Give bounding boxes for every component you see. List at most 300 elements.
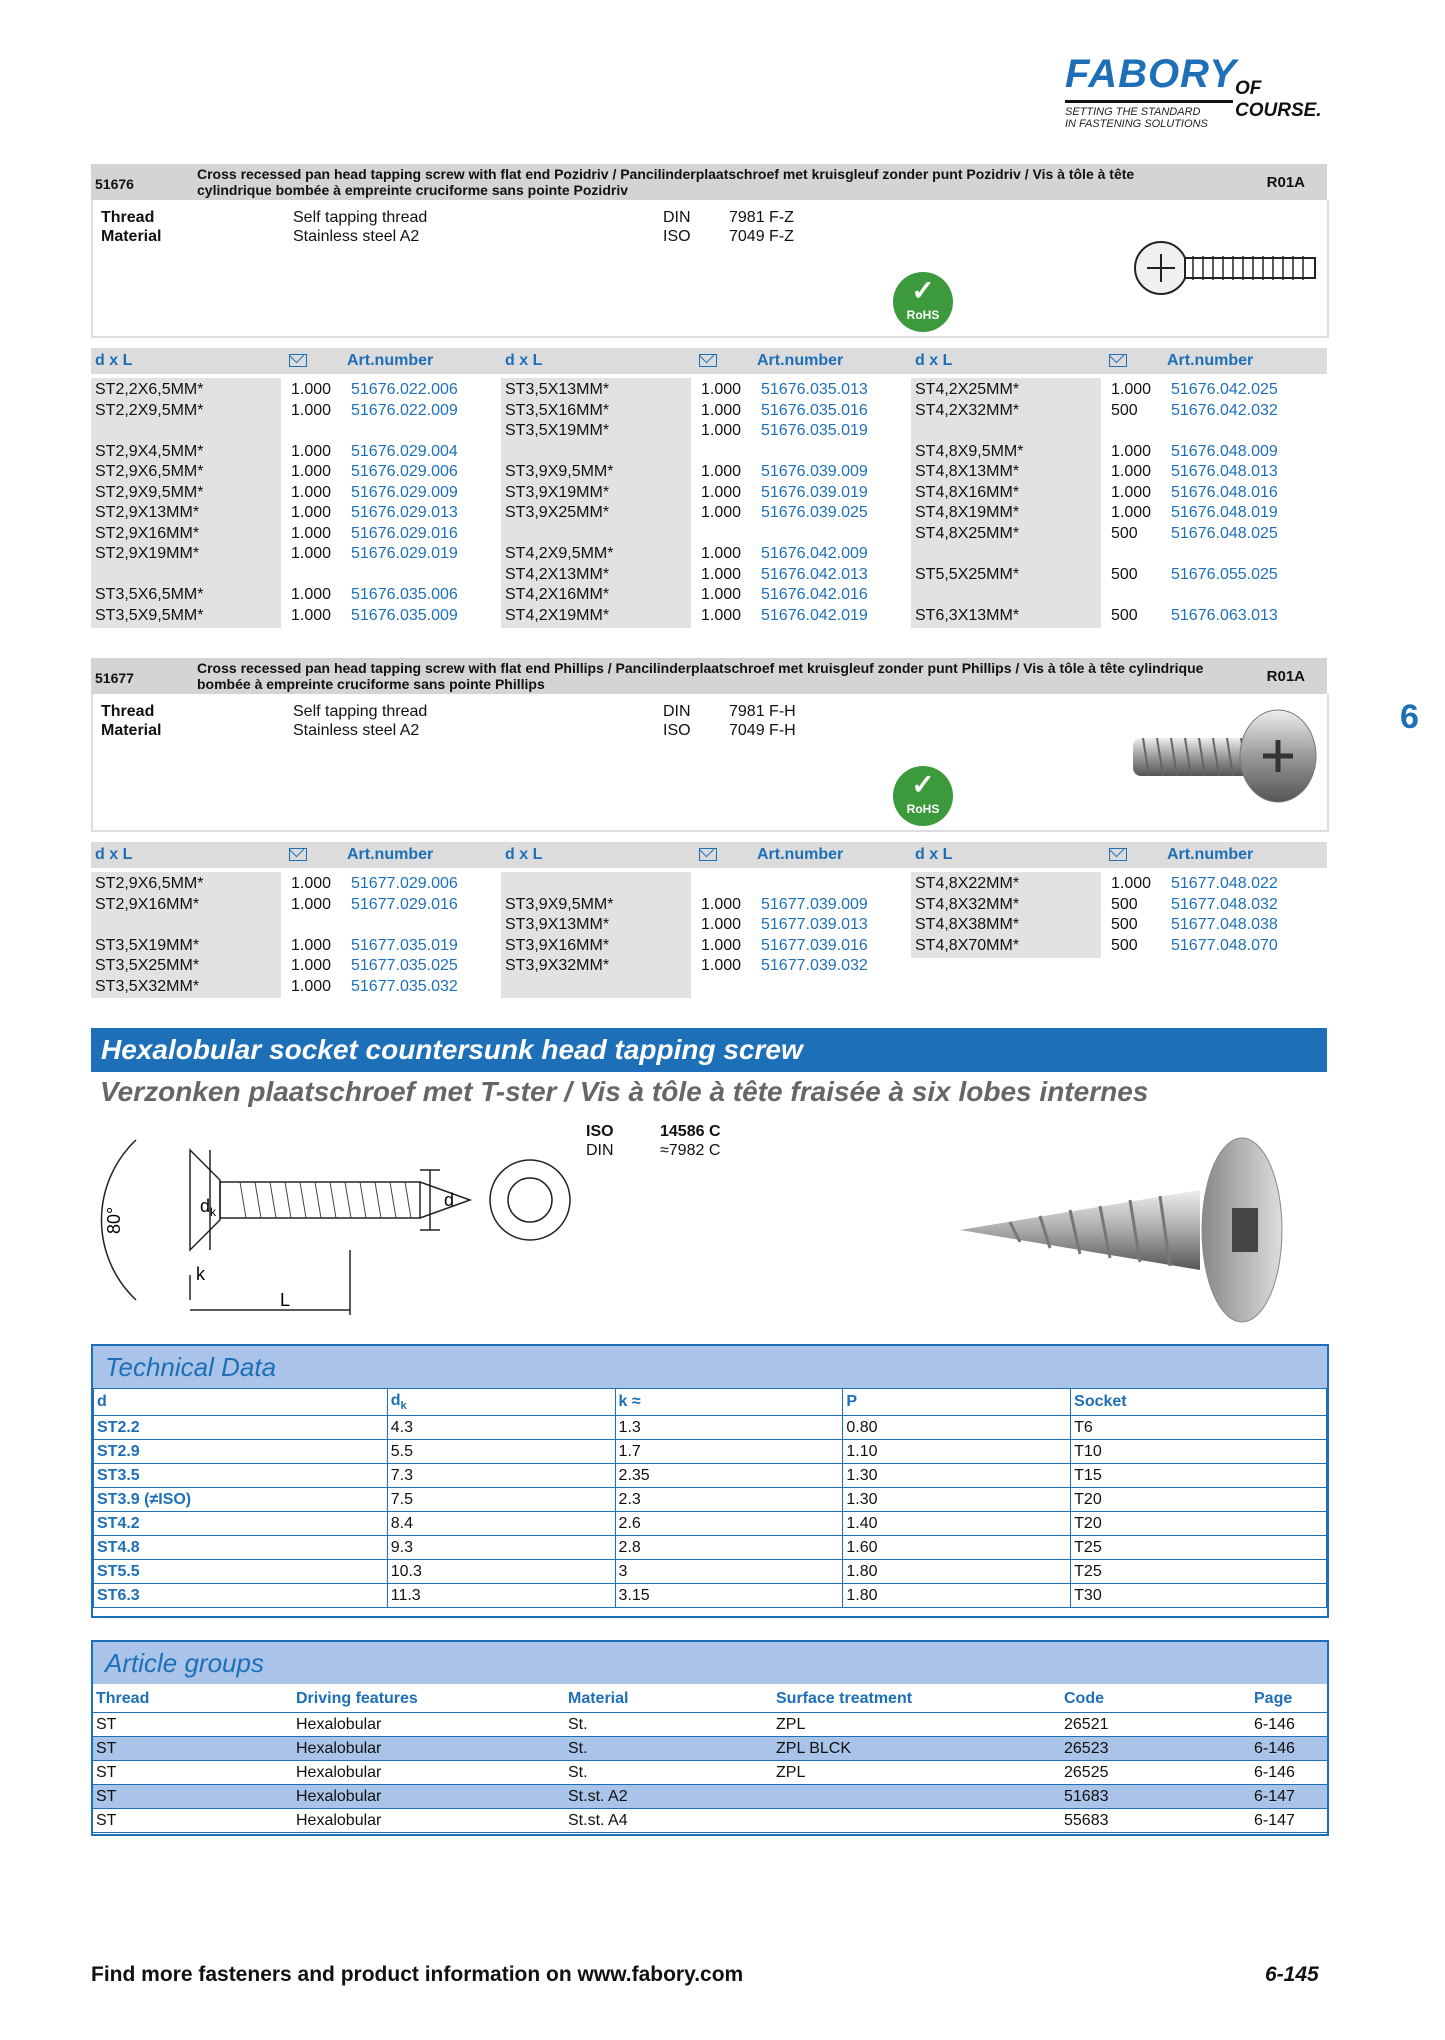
column-header: Material <box>565 1686 773 1713</box>
column-header: Socket <box>1071 1389 1327 1416</box>
article-number-link[interactable]: 51676.048.013 <box>1171 463 1278 480</box>
column-header: Thread <box>93 1686 293 1713</box>
table-cell: T15 <box>1071 1464 1327 1488</box>
col-art-2: Art.number <box>757 846 844 863</box>
article-size: ST3,5X16MM* <box>505 401 610 419</box>
article-number-link[interactable]: 51677.035.032 <box>351 977 458 995</box>
col-art-3: Art.number <box>1167 352 1254 369</box>
technical-drawing <box>90 1120 610 1320</box>
standard-din-label: DIN <box>663 703 691 720</box>
article-size: ST4,8X38MM* <box>915 916 1020 933</box>
table-cell: 6-147 <box>1251 1785 1327 1809</box>
table-cell: Hexalobular <box>293 1737 565 1761</box>
article-size: ST6,3X13MM* <box>915 606 1020 624</box>
article-number-link[interactable]: 51676.035.016 <box>761 401 868 419</box>
material-label: Material <box>101 228 162 245</box>
article-number-link[interactable]: 51677.029.016 <box>351 895 458 913</box>
article-number-link[interactable]: 51677.039.016 <box>761 936 868 954</box>
article-size: ST4,2X16MM* <box>505 586 610 603</box>
table-cell: 51683 <box>1061 1785 1251 1809</box>
article-number-link[interactable]: 51677.039.032 <box>761 957 868 974</box>
article-size: ST4,2X25MM* <box>915 381 1020 398</box>
article-size: ST2,9X16MM* <box>95 524 200 542</box>
article-size: ST3,9X9,5MM* <box>505 463 614 480</box>
product-header-51676 <box>91 164 1327 200</box>
standard-din-value: 7981 F-Z <box>729 209 794 226</box>
column-header: k ≈ <box>615 1389 843 1416</box>
article-number-link[interactable]: 51676.039.009 <box>761 463 868 480</box>
table-cell <box>773 1809 1061 1833</box>
article-quantity: 500 <box>1111 524 1138 542</box>
article-size: ST4,8X16MM* <box>915 483 1020 501</box>
article-quantity: 1.000 <box>291 381 332 398</box>
table-cell: ST4.2 <box>94 1512 388 1536</box>
table-cell: 3.15 <box>615 1584 843 1608</box>
logo-wordmark: FABORY <box>1065 52 1237 96</box>
table-cell: ST2.2 <box>94 1416 388 1440</box>
article-quantity: 1.000 <box>1111 504 1152 521</box>
col-dxl-2: d x L <box>505 846 543 863</box>
article-number-link[interactable]: 51676.042.019 <box>761 606 868 624</box>
material-value: Stainless steel A2 <box>293 722 420 739</box>
article-quantity: 1.000 <box>701 916 742 933</box>
table-cell: 1.3 <box>615 1416 843 1440</box>
fabory-logo <box>1063 52 1353 142</box>
table-cell: 1.30 <box>843 1464 1071 1488</box>
article-quantity: 1.000 <box>701 504 742 521</box>
section-title: Hexalobular socket countersunk head tapping screw <box>101 1034 803 1065</box>
article-number-link[interactable]: 51676.029.004 <box>351 442 458 460</box>
table-row <box>94 1560 1327 1584</box>
article-quantity: 1.000 <box>701 401 742 419</box>
column-header: Page <box>1251 1686 1327 1713</box>
table-row <box>94 1512 1327 1536</box>
article-column <box>501 872 868 998</box>
article-size: ST4,8X19MM* <box>915 504 1020 521</box>
article-number-link[interactable]: 51676.042.032 <box>1171 401 1278 419</box>
article-quantity: 1.000 <box>1111 442 1152 460</box>
article-quantity: 500 <box>1111 895 1138 913</box>
table-cell: 1.80 <box>843 1560 1071 1584</box>
article-quantity: 1.000 <box>291 545 332 562</box>
article-size: ST3,5X13MM* <box>505 381 610 398</box>
article-quantity: 1.000 <box>701 957 742 974</box>
article-quantity: 1.000 <box>291 936 332 954</box>
article-quantity: 1.000 <box>291 442 332 460</box>
thread-label: Thread <box>101 209 155 226</box>
article-number-link[interactable]: 51676.055.025 <box>1171 565 1278 583</box>
article-quantity: 1.000 <box>291 875 332 892</box>
iso-value: 14586 C <box>660 1123 721 1140</box>
column-header: $d_k$ <box>387 1389 615 1416</box>
article-quantity: 1.000 <box>1111 483 1152 501</box>
table-cell: 6-147 <box>1251 1809 1327 1833</box>
table-cell: St.st. A2 <box>565 1785 773 1809</box>
table-row <box>94 1440 1327 1464</box>
table-cell: 0.80 <box>843 1416 1071 1440</box>
mail-icon <box>289 848 307 861</box>
article-quantity: 1.000 <box>291 586 332 603</box>
article-column <box>91 378 458 628</box>
technical-data-panel <box>91 1344 1329 1618</box>
article-quantity: 1.000 <box>701 586 742 603</box>
article-size: ST3,5X32MM* <box>95 977 200 995</box>
article-quantity: 1.000 <box>701 565 742 583</box>
article-size: ST3,9X25MM* <box>505 504 610 521</box>
product-header-51677 <box>91 658 1327 694</box>
article-size: ST2,9X6,5MM* <box>95 875 204 892</box>
article-size: ST4,8X22MM* <box>915 875 1020 892</box>
article-number-link[interactable]: 51677.039.013 <box>761 916 868 933</box>
table-cell: 2.8 <box>615 1536 843 1560</box>
table-cell: St. <box>565 1713 773 1737</box>
table-cell: 1.10 <box>843 1440 1071 1464</box>
article-number-link[interactable]: 51676.042.025 <box>1171 381 1278 398</box>
table-cell: ZPL <box>773 1761 1061 1785</box>
article-number-link[interactable]: 51677.035.019 <box>351 936 458 954</box>
article-columns-header <box>91 348 1327 374</box>
table-cell: ST4.8 <box>94 1536 388 1560</box>
article-number-link[interactable]: 51677.048.022 <box>1171 875 1278 892</box>
column-header: P <box>843 1389 1071 1416</box>
col-dxl-1: d x L <box>95 352 133 369</box>
column-header: d <box>94 1389 388 1416</box>
article-quantity: 1.000 <box>1111 381 1152 398</box>
column-header: Driving features <box>293 1686 565 1713</box>
table-row <box>94 1464 1327 1488</box>
article-size: ST2,9X19MM* <box>95 545 200 562</box>
table-cell: ST3.5 <box>94 1464 388 1488</box>
article-columns-header <box>91 842 1327 868</box>
article-size: ST2,9X16MM* <box>95 895 200 913</box>
table-cell: Hexalobular <box>293 1761 565 1785</box>
article-number-link[interactable]: 51676.048.019 <box>1171 504 1278 521</box>
table-cell: 1.60 <box>843 1536 1071 1560</box>
article-quantity: 1.000 <box>701 463 742 480</box>
article-quantity: 1.000 <box>1111 875 1152 892</box>
table-cell: 9.3 <box>387 1536 615 1560</box>
article-number-link[interactable]: 51676.029.016 <box>351 524 458 542</box>
table-cell: T20 <box>1071 1512 1327 1536</box>
table-cell: Hexalobular <box>293 1785 565 1809</box>
table-cell: 10.3 <box>387 1560 615 1584</box>
article-groups-table <box>93 1686 1327 1833</box>
standard-din-label: DIN <box>663 209 691 226</box>
dk-label: $d_k$ <box>200 1196 217 1219</box>
article-size: ST3,9X19MM* <box>505 483 610 501</box>
section-subtitle: Verzonken plaatschroef met T-ster / Vis à tôle à tête fraisée à six lobes internes <box>100 1076 1149 1107</box>
article-quantity: 500 <box>1111 401 1138 419</box>
article-number-link[interactable]: 51676.035.006 <box>351 586 458 603</box>
col-dxl-2: d x L <box>505 352 543 369</box>
section-number-tab: 6 <box>1400 698 1419 736</box>
iso-label: ISO <box>586 1123 614 1140</box>
article-quantity: 1.000 <box>291 977 332 995</box>
article-number-link[interactable]: 51676.029.009 <box>351 483 458 501</box>
countersunk-torx-screw-image <box>950 1130 1330 1330</box>
article-number-link[interactable]: 51676.048.009 <box>1171 442 1278 460</box>
table-cell: Hexalobular <box>293 1809 565 1833</box>
table-cell: ST <box>93 1761 293 1785</box>
table-cell: ST6.3 <box>94 1584 388 1608</box>
article-size: ST4,8X70MM* <box>915 936 1020 954</box>
mail-icon <box>1109 848 1127 861</box>
table-cell: 2.35 <box>615 1464 843 1488</box>
table-row <box>93 1761 1327 1785</box>
table-cell: ST2.9 <box>94 1440 388 1464</box>
article-number-link[interactable]: 51677.035.025 <box>351 957 458 974</box>
table-cell: 6-146 <box>1251 1737 1327 1761</box>
article-quantity: 1.000 <box>291 957 332 974</box>
article-quantity: 500 <box>1111 565 1138 583</box>
article-size: ST3,5X6,5MM* <box>95 586 204 603</box>
table-cell: 6-146 <box>1251 1713 1327 1737</box>
article-number-link[interactable]: 51677.048.038 <box>1171 916 1278 933</box>
article-column <box>911 872 1278 958</box>
table-row <box>94 1488 1327 1512</box>
col-dxl-3: d x L <box>915 846 953 863</box>
table-cell: 26521 <box>1061 1713 1251 1737</box>
table-cell: 6-146 <box>1251 1761 1327 1785</box>
article-number-link[interactable]: 51677.048.032 <box>1171 895 1278 913</box>
article-column <box>911 378 1278 628</box>
table-cell: 26525 <box>1061 1761 1251 1785</box>
table-cell: St. <box>565 1737 773 1761</box>
logo-underline <box>1065 100 1233 103</box>
product-spec-box <box>91 694 1329 832</box>
table-cell: 3 <box>615 1560 843 1584</box>
article-number-link[interactable]: 51676.029.013 <box>351 504 458 521</box>
article-size: ST2,9X6,5MM* <box>95 463 204 480</box>
mail-icon <box>699 354 717 367</box>
article-size: ST4,8X32MM* <box>915 895 1020 913</box>
table-row <box>94 1416 1327 1440</box>
mail-icon <box>1109 354 1127 367</box>
table-row <box>93 1809 1327 1833</box>
L-label: L <box>280 1290 291 1310</box>
article-number-link[interactable]: 51677.039.009 <box>761 895 868 913</box>
technical-data-title: Technical Data <box>105 1352 277 1382</box>
product-ref: R01A <box>1266 668 1305 685</box>
table-cell: 7.5 <box>387 1488 615 1512</box>
article-quantity: 1.000 <box>1111 463 1152 480</box>
col-dxl-3: d x L <box>915 352 953 369</box>
table-cell: 1.40 <box>843 1512 1071 1536</box>
rohs-icon: ✓ RoHS <box>893 766 953 826</box>
standard-iso-value: 7049 F-Z <box>729 228 794 245</box>
article-quantity: 1.000 <box>701 483 742 501</box>
col-art-1: Art.number <box>347 352 434 369</box>
table-cell: T6 <box>1071 1416 1327 1440</box>
article-column <box>91 872 458 998</box>
table-header-row <box>93 1686 1327 1713</box>
article-number-link[interactable]: 51676.022.006 <box>351 381 458 398</box>
article-size: ST4,2X19MM* <box>505 606 610 624</box>
table-cell <box>773 1785 1061 1809</box>
table-row <box>93 1737 1327 1761</box>
table-cell: 26523 <box>1061 1737 1251 1761</box>
table-cell: T30 <box>1071 1584 1327 1608</box>
thread-label: Thread <box>101 703 155 720</box>
product-ref: R01A <box>1266 174 1305 191</box>
table-cell: St.st. A4 <box>565 1809 773 1833</box>
rohs-icon: ✓ RoHS <box>893 272 953 332</box>
table-cell: T10 <box>1071 1440 1327 1464</box>
product-code: 51677 <box>95 670 134 686</box>
article-size: ST4,2X13MM* <box>505 565 610 583</box>
material-label: Material <box>101 722 162 739</box>
article-size: ST4,2X9,5MM* <box>505 545 614 562</box>
article-number-link[interactable]: 51676.042.016 <box>761 586 868 603</box>
article-number-link[interactable]: 51676.042.009 <box>761 545 868 562</box>
article-number-link[interactable]: 51677.048.070 <box>1171 936 1278 954</box>
article-size: ST3,5X9,5MM* <box>95 606 204 624</box>
article-quantity: 1.000 <box>291 895 332 913</box>
standard-din-value: 7981 F-H <box>729 703 796 720</box>
standard-iso-label: ISO <box>663 722 691 739</box>
col-art-3: Art.number <box>1167 846 1254 863</box>
table-cell: ST3.9 (≠ISO) <box>94 1488 388 1512</box>
table-cell: ZPL BLCK <box>773 1737 1061 1761</box>
table-cell: 2.3 <box>615 1488 843 1512</box>
table-cell: 2.6 <box>615 1512 843 1536</box>
article-size: ST2,9X4,5MM* <box>95 442 204 460</box>
article-size: ST2,2X6,5MM* <box>95 381 204 398</box>
article-size: ST4,8X13MM* <box>915 463 1020 480</box>
col-art-1: Art.number <box>347 846 434 863</box>
din-label: DIN <box>586 1142 614 1159</box>
table-cell: 1.30 <box>843 1488 1071 1512</box>
article-size: ST3,9X13MM* <box>505 916 610 933</box>
article-number-link[interactable]: 51676.035.009 <box>351 606 458 624</box>
table-cell: 55683 <box>1061 1809 1251 1833</box>
article-quantity: 1.000 <box>701 545 742 562</box>
col-art-2: Art.number <box>757 352 844 369</box>
table-cell: T25 <box>1071 1536 1327 1560</box>
product-title: Cross recessed pan head tapping screw with flat end Pozidriv / Pancilinderplaatschroef met kruisgleuf zonder punt Pozidriv / Vis à tôle à tête cylindrique bombée à empreinte cruciforme sans pointe Pozidriv <box>197 166 1135 198</box>
table-row <box>93 1785 1327 1809</box>
thread-value: Self tapping thread <box>293 703 428 720</box>
table-row <box>93 1713 1327 1737</box>
table-cell: ST <box>93 1713 293 1737</box>
column-header: Surface treatment <box>773 1686 1061 1713</box>
article-size: ST3,9X32MM* <box>505 957 610 974</box>
table-cell: 8.4 <box>387 1512 615 1536</box>
article-quantity: 1.000 <box>291 463 332 480</box>
article-size: ST3,5X25MM* <box>95 957 200 974</box>
article-number-link[interactable]: 51676.029.019 <box>351 545 458 562</box>
technical-data-table <box>93 1388 1327 1608</box>
table-cell: 11.3 <box>387 1584 615 1608</box>
article-quantity: 1.000 <box>291 483 332 501</box>
table-cell: ST5.5 <box>94 1560 388 1584</box>
article-number-link[interactable]: 51676.022.009 <box>351 401 458 419</box>
mail-icon <box>699 848 717 861</box>
col-dxl-1: d x L <box>95 846 133 863</box>
table-row <box>94 1584 1327 1608</box>
article-number-link[interactable]: 51676.063.013 <box>1171 606 1278 624</box>
logo-slogan-line1: SETTING THE STANDARD <box>1065 106 1201 118</box>
table-cell: ZPL <box>773 1713 1061 1737</box>
table-cell: T20 <box>1071 1488 1327 1512</box>
article-number-link[interactable]: 51676.039.025 <box>761 504 868 521</box>
material-value: Stainless steel A2 <box>293 228 420 245</box>
article-quantity: 1.000 <box>701 606 742 624</box>
table-cell: ST <box>93 1809 293 1833</box>
mail-icon <box>289 354 307 367</box>
article-size: ST2,2X9,5MM* <box>95 401 204 419</box>
article-number-link[interactable]: 51676.042.013 <box>761 565 868 583</box>
article-size: ST4,8X9,5MM* <box>915 442 1024 460</box>
page-number: 6-145 <box>1265 1963 1319 1986</box>
table-cell: 1.80 <box>843 1584 1071 1608</box>
article-size: ST4,8X25MM* <box>915 524 1020 542</box>
article-quantity: 1.000 <box>701 381 742 398</box>
logo-slogan-line2: IN FASTENING SOLUTIONS <box>1065 118 1208 130</box>
article-number-link[interactable]: 51676.035.013 <box>761 381 868 398</box>
article-quantity: 500 <box>1111 606 1138 624</box>
d-label: d <box>444 1190 455 1210</box>
article-quantity: 1.000 <box>291 504 332 521</box>
table-cell: 5.5 <box>387 1440 615 1464</box>
article-size: ST3,9X16MM* <box>505 936 610 954</box>
article-column <box>501 378 868 628</box>
article-size: ST5,5X25MM* <box>915 565 1020 583</box>
article-quantity: 500 <box>1111 936 1138 954</box>
standard-iso-label: ISO <box>663 228 691 245</box>
article-number-link[interactable]: 51676.048.016 <box>1171 483 1278 501</box>
article-groups-title: Article groups <box>105 1648 264 1678</box>
article-quantity: 1.000 <box>701 936 742 954</box>
table-cell: 1.7 <box>615 1440 843 1464</box>
article-quantity: 1.000 <box>291 606 332 624</box>
article-number-link[interactable]: 51676.039.019 <box>761 483 868 501</box>
logo-suffix: OF COURSE. <box>1235 78 1322 121</box>
article-number-link[interactable]: 51676.029.006 <box>351 463 458 480</box>
table-cell: St. <box>565 1761 773 1785</box>
article-size: ST4,2X32MM* <box>915 401 1020 419</box>
table-cell: Hexalobular <box>293 1713 565 1737</box>
standard-iso-value: 7049 F-H <box>729 722 796 739</box>
product-title: Cross recessed pan head tapping screw with flat end Phillips / Pancilinderplaatschroef met kruisgleuf zonder punt Phillips / Vis à tôle à tête cylindrique bombée à empreinte cruciforme sans pointe Phillips <box>197 660 1204 692</box>
article-size: ST2,9X9,5MM* <box>95 483 204 501</box>
thread-value: Self tapping thread <box>293 209 428 226</box>
article-quantity: 1.000 <box>701 422 742 439</box>
product-spec-box <box>91 200 1329 338</box>
article-number-link[interactable]: 51676.035.019 <box>761 422 868 439</box>
table-cell: 4.3 <box>387 1416 615 1440</box>
table-cell: ST <box>93 1737 293 1761</box>
article-quantity: 500 <box>1111 916 1138 933</box>
table-row <box>94 1536 1327 1560</box>
article-quantity: 1.000 <box>291 401 332 419</box>
article-size: ST3,9X9,5MM* <box>505 895 614 913</box>
article-number-link[interactable]: 51677.029.006 <box>351 875 458 892</box>
footer-website-text: Find more fasteners and product information on www.fabory.com <box>91 1963 744 1986</box>
pan-head-phillips-screw-image <box>1123 708 1323 808</box>
table-header-row <box>94 1389 1327 1416</box>
article-size: ST2,9X13MM* <box>95 504 200 521</box>
column-header: Code <box>1061 1686 1251 1713</box>
article-quantity: 1.000 <box>291 524 332 542</box>
table-cell: 7.3 <box>387 1464 615 1488</box>
section-title-bar <box>91 1028 1327 1072</box>
table-cell: T25 <box>1071 1560 1327 1584</box>
article-groups-panel <box>91 1640 1329 1836</box>
pan-head-pozidriv-screw-image <box>1123 236 1323 300</box>
article-number-link[interactable]: 51676.048.025 <box>1171 524 1278 542</box>
product-code: 51676 <box>95 176 134 192</box>
